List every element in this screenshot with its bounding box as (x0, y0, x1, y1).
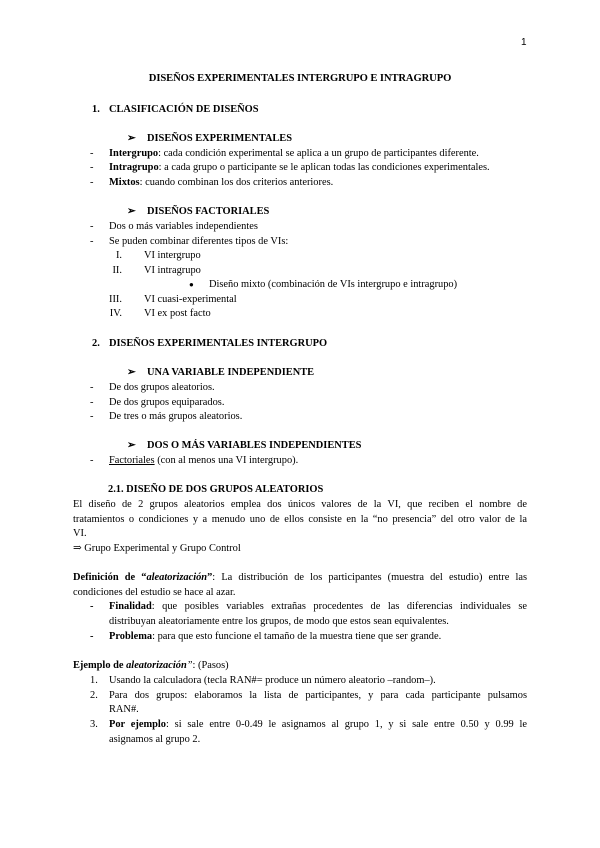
section-title: DISEÑOS EXPERIMENTALES INTERGRUPO (109, 338, 328, 349)
list-item-text: De tres o más grupos aleatorios. (109, 411, 243, 422)
term: Intragrupo (109, 162, 159, 173)
roman-numeral: III. (109, 294, 122, 305)
roman-item-text: VI intragrupo (144, 265, 201, 276)
example-heading (73, 659, 229, 674)
roman-item-text: VI ex post facto (144, 308, 211, 319)
subheading-text: DOS O MÁS VARIABLES INDEPENDIENTES (147, 440, 362, 451)
section-title: CLASIFICACIÓN DE DISEÑOS (109, 104, 259, 115)
dash-bullet: - (90, 236, 94, 247)
step-text: RAN#. (109, 704, 139, 715)
paragraph-line: El diseño de 2 grupos aleatorios emplea dos únicos valores de la VI, que reciben el nombre de (73, 499, 527, 510)
nested-item-text: Diseño mixto (combinación de VIs intergrupo e intragrupo) (209, 279, 458, 290)
round-bullet-icon: ● (189, 280, 194, 289)
subheading-dos-o-mas (127, 439, 361, 454)
list-item-text: Se puden combinar diferentes tipos de VIs: (109, 236, 289, 247)
example-rest: : (Pasos) (192, 660, 229, 671)
arrow-bullet-icon: ➢ (127, 206, 136, 217)
roman-item-text: VI cuasi-experimental (144, 294, 237, 305)
roman-item-text: VI intergrupo (144, 250, 201, 261)
paragraph-line: VI. (73, 528, 87, 539)
definition-label: Definición de “ (73, 572, 147, 583)
underlined-term: Factoriales (109, 455, 155, 466)
roman-numeral: IV. (109, 308, 122, 319)
definition: : que posibles variables extrañas procedentes de las diferencias individuales se (151, 601, 527, 612)
finalidad-line: distribuyan aleatoriamente entre los grupos, de modo que estos sean equivalentes. (109, 616, 449, 627)
dash-bullet: - (90, 411, 94, 422)
dash-bullet: - (90, 177, 94, 188)
dash-bullet: - (90, 455, 94, 466)
roman-numeral: II. (112, 265, 122, 276)
example-term: aleatorización (126, 660, 187, 671)
subheading-text: DISEÑOS EXPERIMENTALES (147, 133, 293, 144)
example-label-end: ” (186, 660, 193, 671)
definition: : cada condición experimental se aplica a un grupo de participantes diferente. (158, 148, 479, 159)
step-number: 3. (90, 719, 98, 730)
step-text-body: : si sale entre 0-0.49 le asignamos al grupo 1, y si sale entre 0.50 y 0.99 le (165, 719, 528, 730)
definition: : cuando combinan los dos criterios anteriores. (139, 177, 334, 188)
document-title: DISEÑOS EXPERIMENTALES INTERGRUPO E INTRAGRUPO (148, 73, 452, 84)
definition-line (73, 571, 527, 586)
dash-bullet: - (90, 148, 94, 159)
step-text: Para dos grupos: elaboramos la lista de participantes, y para cada participante pulsamos (109, 690, 527, 701)
dash-bullet: - (90, 631, 94, 642)
problema-line (109, 630, 441, 645)
list-item-text: De dos grupos aleatorios. (109, 382, 215, 393)
arrow-line: ⇒ Grupo Experimental y Grupo Control (73, 543, 241, 554)
definition-text: : La distribución de los participantes (muestra del estudio) entre las (212, 572, 527, 583)
step-text (109, 718, 527, 733)
term: Intergrupo (109, 148, 159, 159)
section-number: 2. (92, 338, 100, 349)
definition: : a cada grupo o participante se le aplican todas las condiciones experimentales. (158, 162, 490, 173)
term: Mixtos (109, 177, 140, 188)
arrow-bullet-icon: ➢ (127, 367, 136, 378)
subheading-text: DISEÑOS FACTORIALES (147, 206, 270, 217)
step-number: 2. (90, 690, 98, 701)
step-text: asignamos al grupo 2. (109, 734, 201, 745)
definition: : para que esto funcione el tamaño de la muestra tiene que ser grande. (152, 631, 442, 642)
dash-bullet: - (90, 162, 94, 173)
finalidad-line (109, 600, 527, 615)
dash-bullet: - (90, 397, 94, 408)
page-number: 1 (521, 37, 527, 48)
dash-bullet: - (90, 601, 94, 612)
term: Por ejemplo (109, 719, 166, 730)
term: Problema (109, 631, 153, 642)
example-label: Ejemplo de (73, 660, 127, 671)
dash-bullet: - (90, 221, 94, 232)
subheading-disenos-factoriales (127, 205, 269, 220)
step-text: Usando la calculadora (tecla RAN#= produce un número aleatorio –random–). (109, 675, 436, 686)
section-2-1-heading: 2.1. DISEÑO DE DOS GRUPOS ALEATORIOS (108, 484, 324, 495)
section-number: 1. (92, 104, 100, 115)
definition-label-end: ” (207, 572, 213, 583)
arrow-bullet-icon: ➢ (127, 133, 136, 144)
term: Finalidad (109, 601, 152, 612)
arrow-bullet-icon: ➢ (127, 440, 136, 451)
roman-numeral: I. (115, 250, 122, 261)
list-item-text: De dos grupos equiparados. (109, 397, 225, 408)
list-item-text: Dos o más variables independientes (109, 221, 258, 232)
list-item-text: (con al menos una VI intergrupo). (154, 455, 299, 466)
subheading-text: UNA VARIABLE INDEPENDIENTE (147, 367, 315, 378)
subheading-disenos-experimentales (127, 132, 292, 147)
paragraph-line: tratamientos o condiciones y a menudo uno de ellos consiste en la “no presencia” del otro valor de la (73, 514, 527, 525)
dash-bullet: - (90, 382, 94, 393)
definition-line: condiciones del estudio se hace al azar. (73, 587, 236, 598)
subheading-una-variable (127, 366, 314, 381)
definition-term: aleatorización (146, 572, 208, 583)
step-number: 1. (90, 675, 98, 686)
